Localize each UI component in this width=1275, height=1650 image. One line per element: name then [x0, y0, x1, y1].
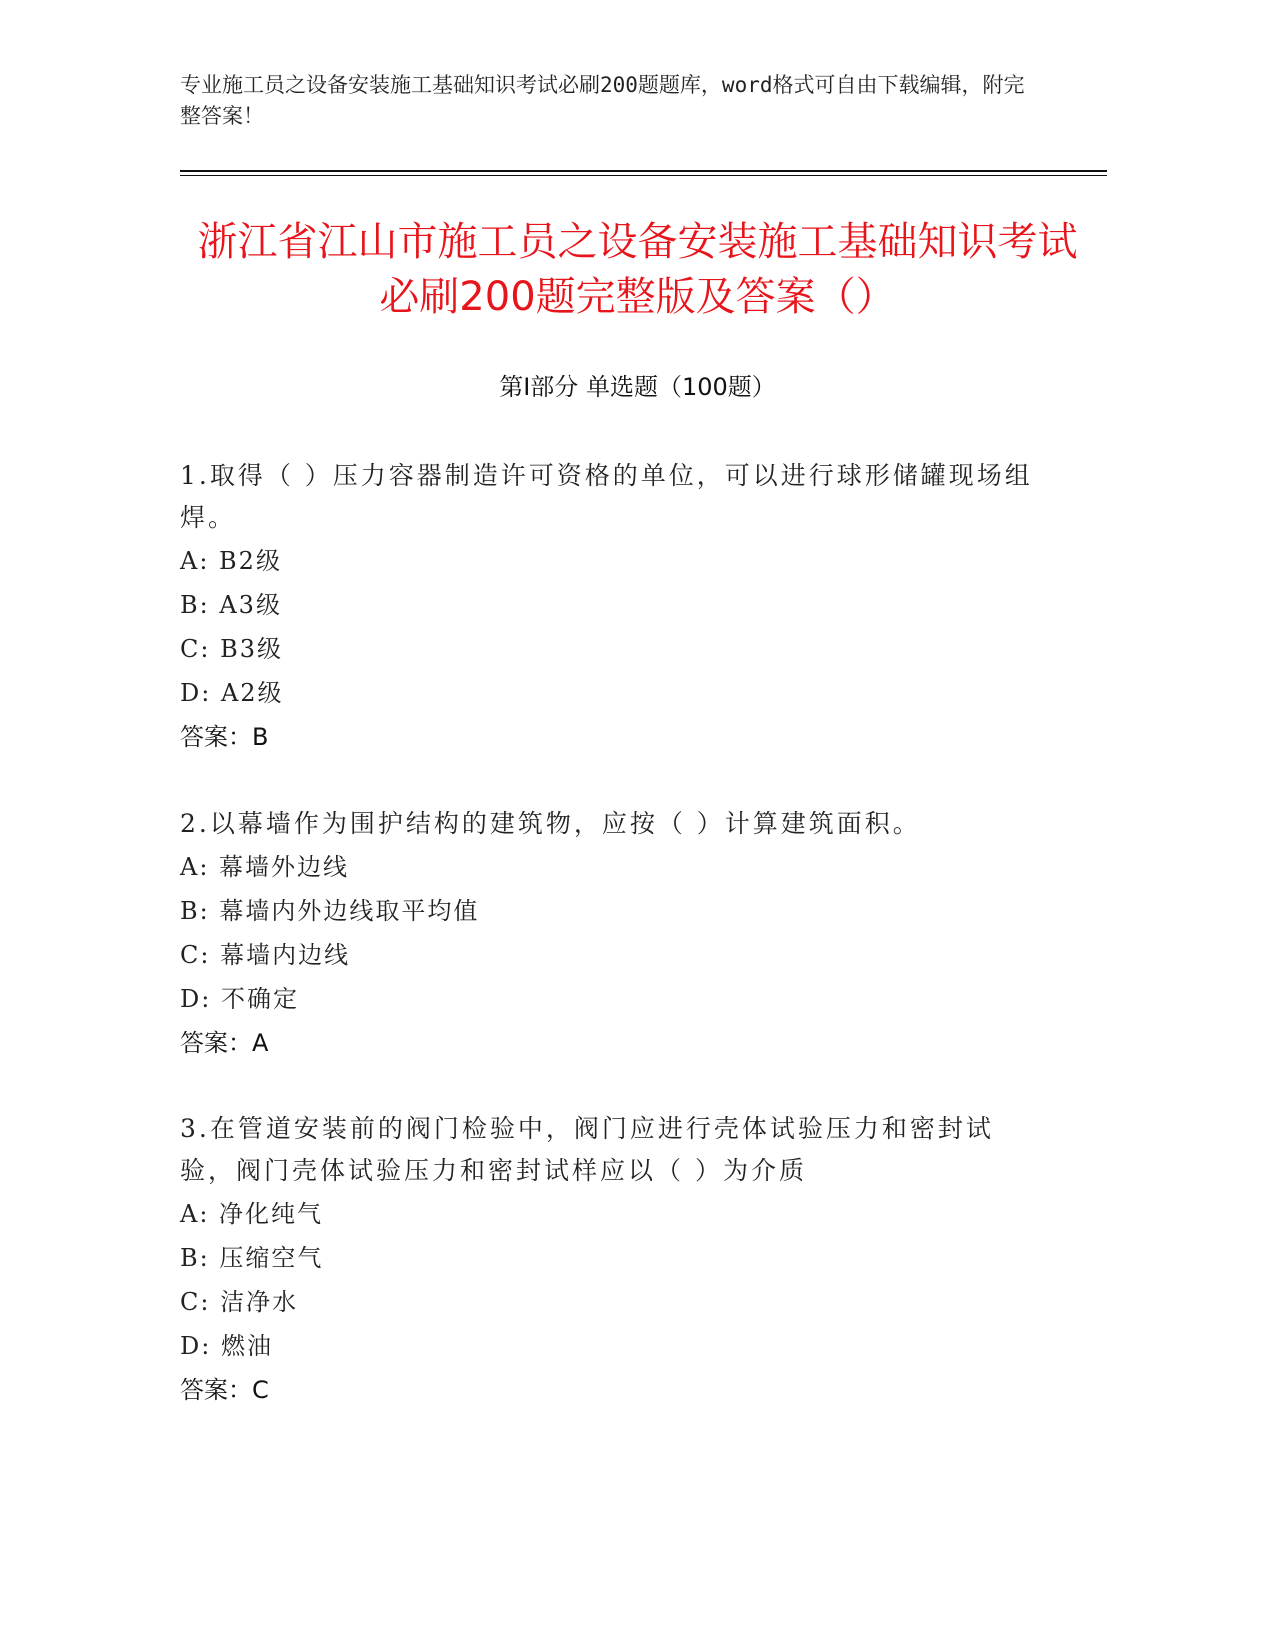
page-header: 专业施工员之设备安装施工基础知识考试必刷200题题库，word格式可自由下载编辑，附完整答案！ [180, 73, 1025, 128]
question-2 [180, 803, 1040, 1065]
option-c: C: B3级 [180, 635, 283, 663]
option-d: D: A2级 [180, 679, 284, 707]
option-a: A: 净化纯气 [180, 1200, 324, 1228]
answer: 答案：C [180, 1376, 269, 1404]
question-3 [180, 1108, 1040, 1412]
option-d: D: 燃油 [180, 1332, 273, 1360]
option-c: C: 幕墙内边线 [180, 941, 351, 969]
section-title: 第Ⅰ部分 单选题（100题） [499, 373, 776, 401]
question-text: 2.以幕墙作为围护结构的建筑物，应按（ ）计算建筑面积。 [180, 809, 921, 838]
header-divider-thick [180, 170, 1107, 172]
option-c: C: 洁净水 [180, 1288, 299, 1316]
option-b: B: A3级 [180, 591, 282, 619]
header-divider-thin [180, 175, 1107, 176]
option-a: A: B2级 [180, 547, 282, 575]
answer: 答案：B [180, 723, 269, 751]
option-a: A: 幕墙外边线 [180, 853, 350, 881]
question-text: 3.在管道安装前的阀门检验中，阀门应进行壳体试验压力和密封试验，阀门壳体试验压力和密封试样应以（ ）为介质 [180, 1114, 994, 1185]
option-d: D: 不确定 [180, 985, 299, 1013]
option-b: B: 压缩空气 [180, 1244, 324, 1272]
question-1 [180, 455, 1040, 759]
document-title: 浙江省江山市施工员之设备安装施工基础知识考试必刷200题完整版及答案（） [197, 219, 1078, 320]
question-text: 1.取得（ ）压力容器制造许可资格的单位，可以进行球形储罐现场组焊。 [180, 461, 1033, 532]
answer: 答案：A [180, 1029, 269, 1057]
option-b: B: 幕墙内外边线取平均值 [180, 897, 480, 925]
